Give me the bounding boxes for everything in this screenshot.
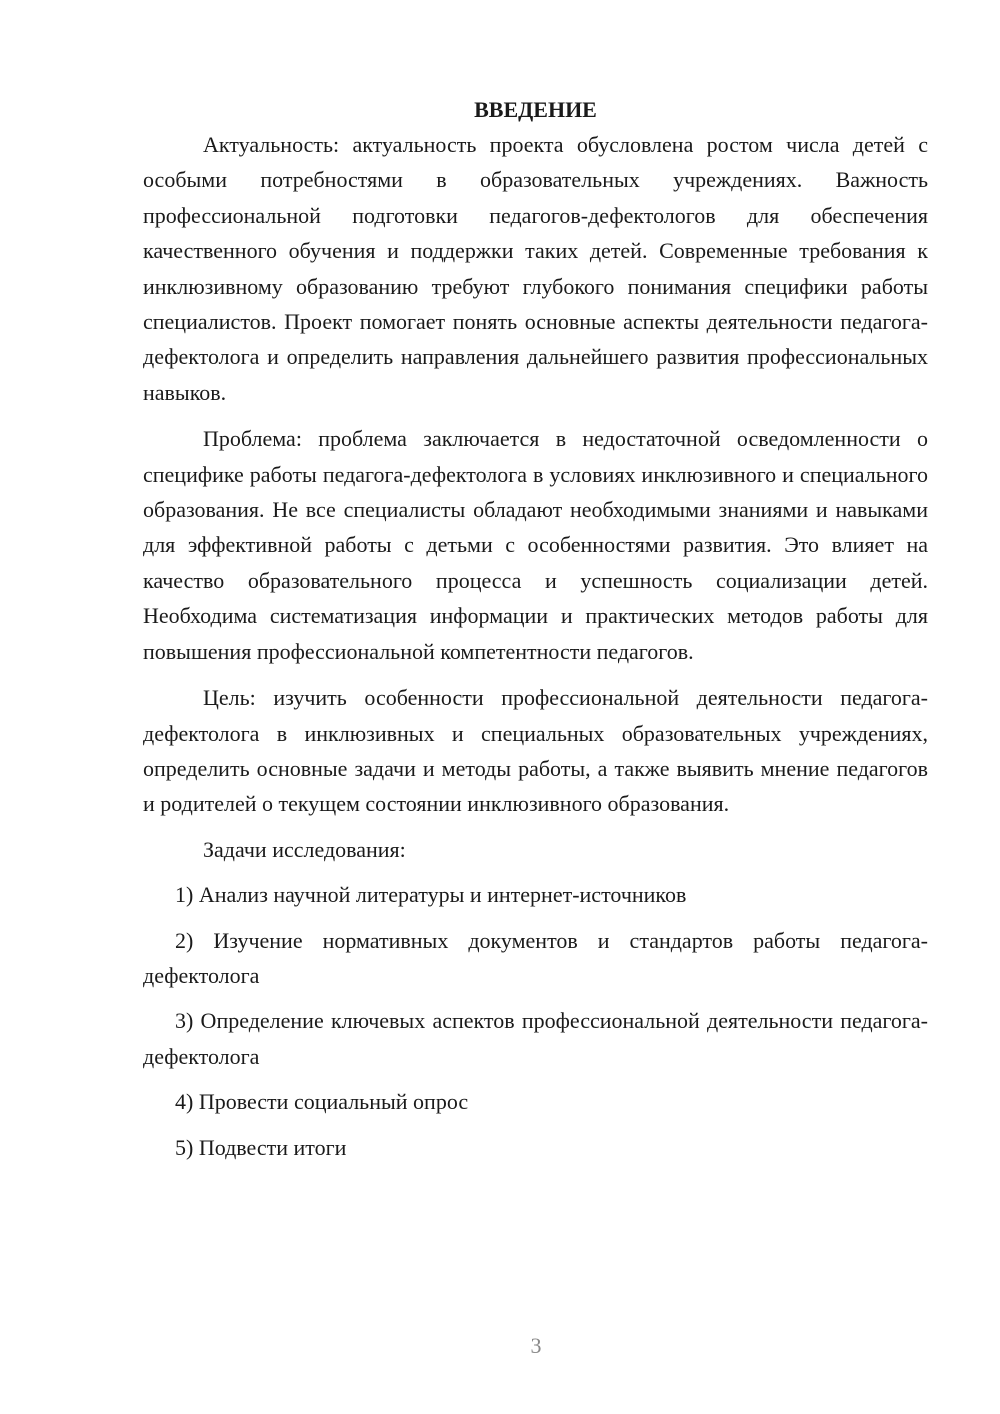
task-item: 1) Анализ научной литературы и интернет-источников	[175, 882, 687, 908]
paragraph-problem: Проблема: проблема заключается в недостаточной осведомленности о специфике работы педагога-дефектолога в условиях инклюзивного и специального образования. Не все специалисты обладают необходимыми знаниями и навыками для эффективной работы с детьми с особенностями развития. Это влияет на качество образовательного процесса и успешность социализации детей. Необходима систематизация информации и практических методов работы для повышения профессиональной компетентности педагогов.	[143, 426, 928, 664]
task-item: 3) Определение ключевых аспектов профессиональной деятельности педагога-дефектолога	[143, 1008, 928, 1069]
paragraph-goal: Цель: изучить особенности профессиональной деятельности педагога-дефектолога в инклюзивных и специальных образовательных учреждениях, определить основные задачи и методы работы, а также выявить мнение педагогов и родителей о текущем состоянии инклюзивного образования.	[143, 685, 928, 817]
tasks-heading: Задачи исследования:	[203, 836, 406, 862]
task-item: 4) Провести социальный опрос	[175, 1089, 469, 1115]
paragraph-relevance: Актуальность: актуальность проекта обусловлена ростом числа детей с особыми потребностями в образовательных учреждениях. Важность профессиональной подготовки педагогов-дефектологов для обеспечения качественного обучения и поддержки таких детей. Современные требования к инклюзивному образованию требуют глубокого понимания специфики работы специалистов. Проект помогает понять основные аспекты деятельности педагога-дефектолога и определить направления дальнейшего развития профессиональных навыков.	[143, 132, 928, 405]
document-page	[143, 92, 928, 1165]
section-heading: ВВЕДЕНИЕ	[474, 97, 597, 122]
task-item: 5) Подвести итоги	[175, 1134, 347, 1160]
page-number: 3	[530, 1333, 542, 1358]
tasks-list	[143, 877, 928, 1165]
task-item: 2) Изучение нормативных документов и стандартов работы педагога-дефектолога	[143, 927, 928, 988]
